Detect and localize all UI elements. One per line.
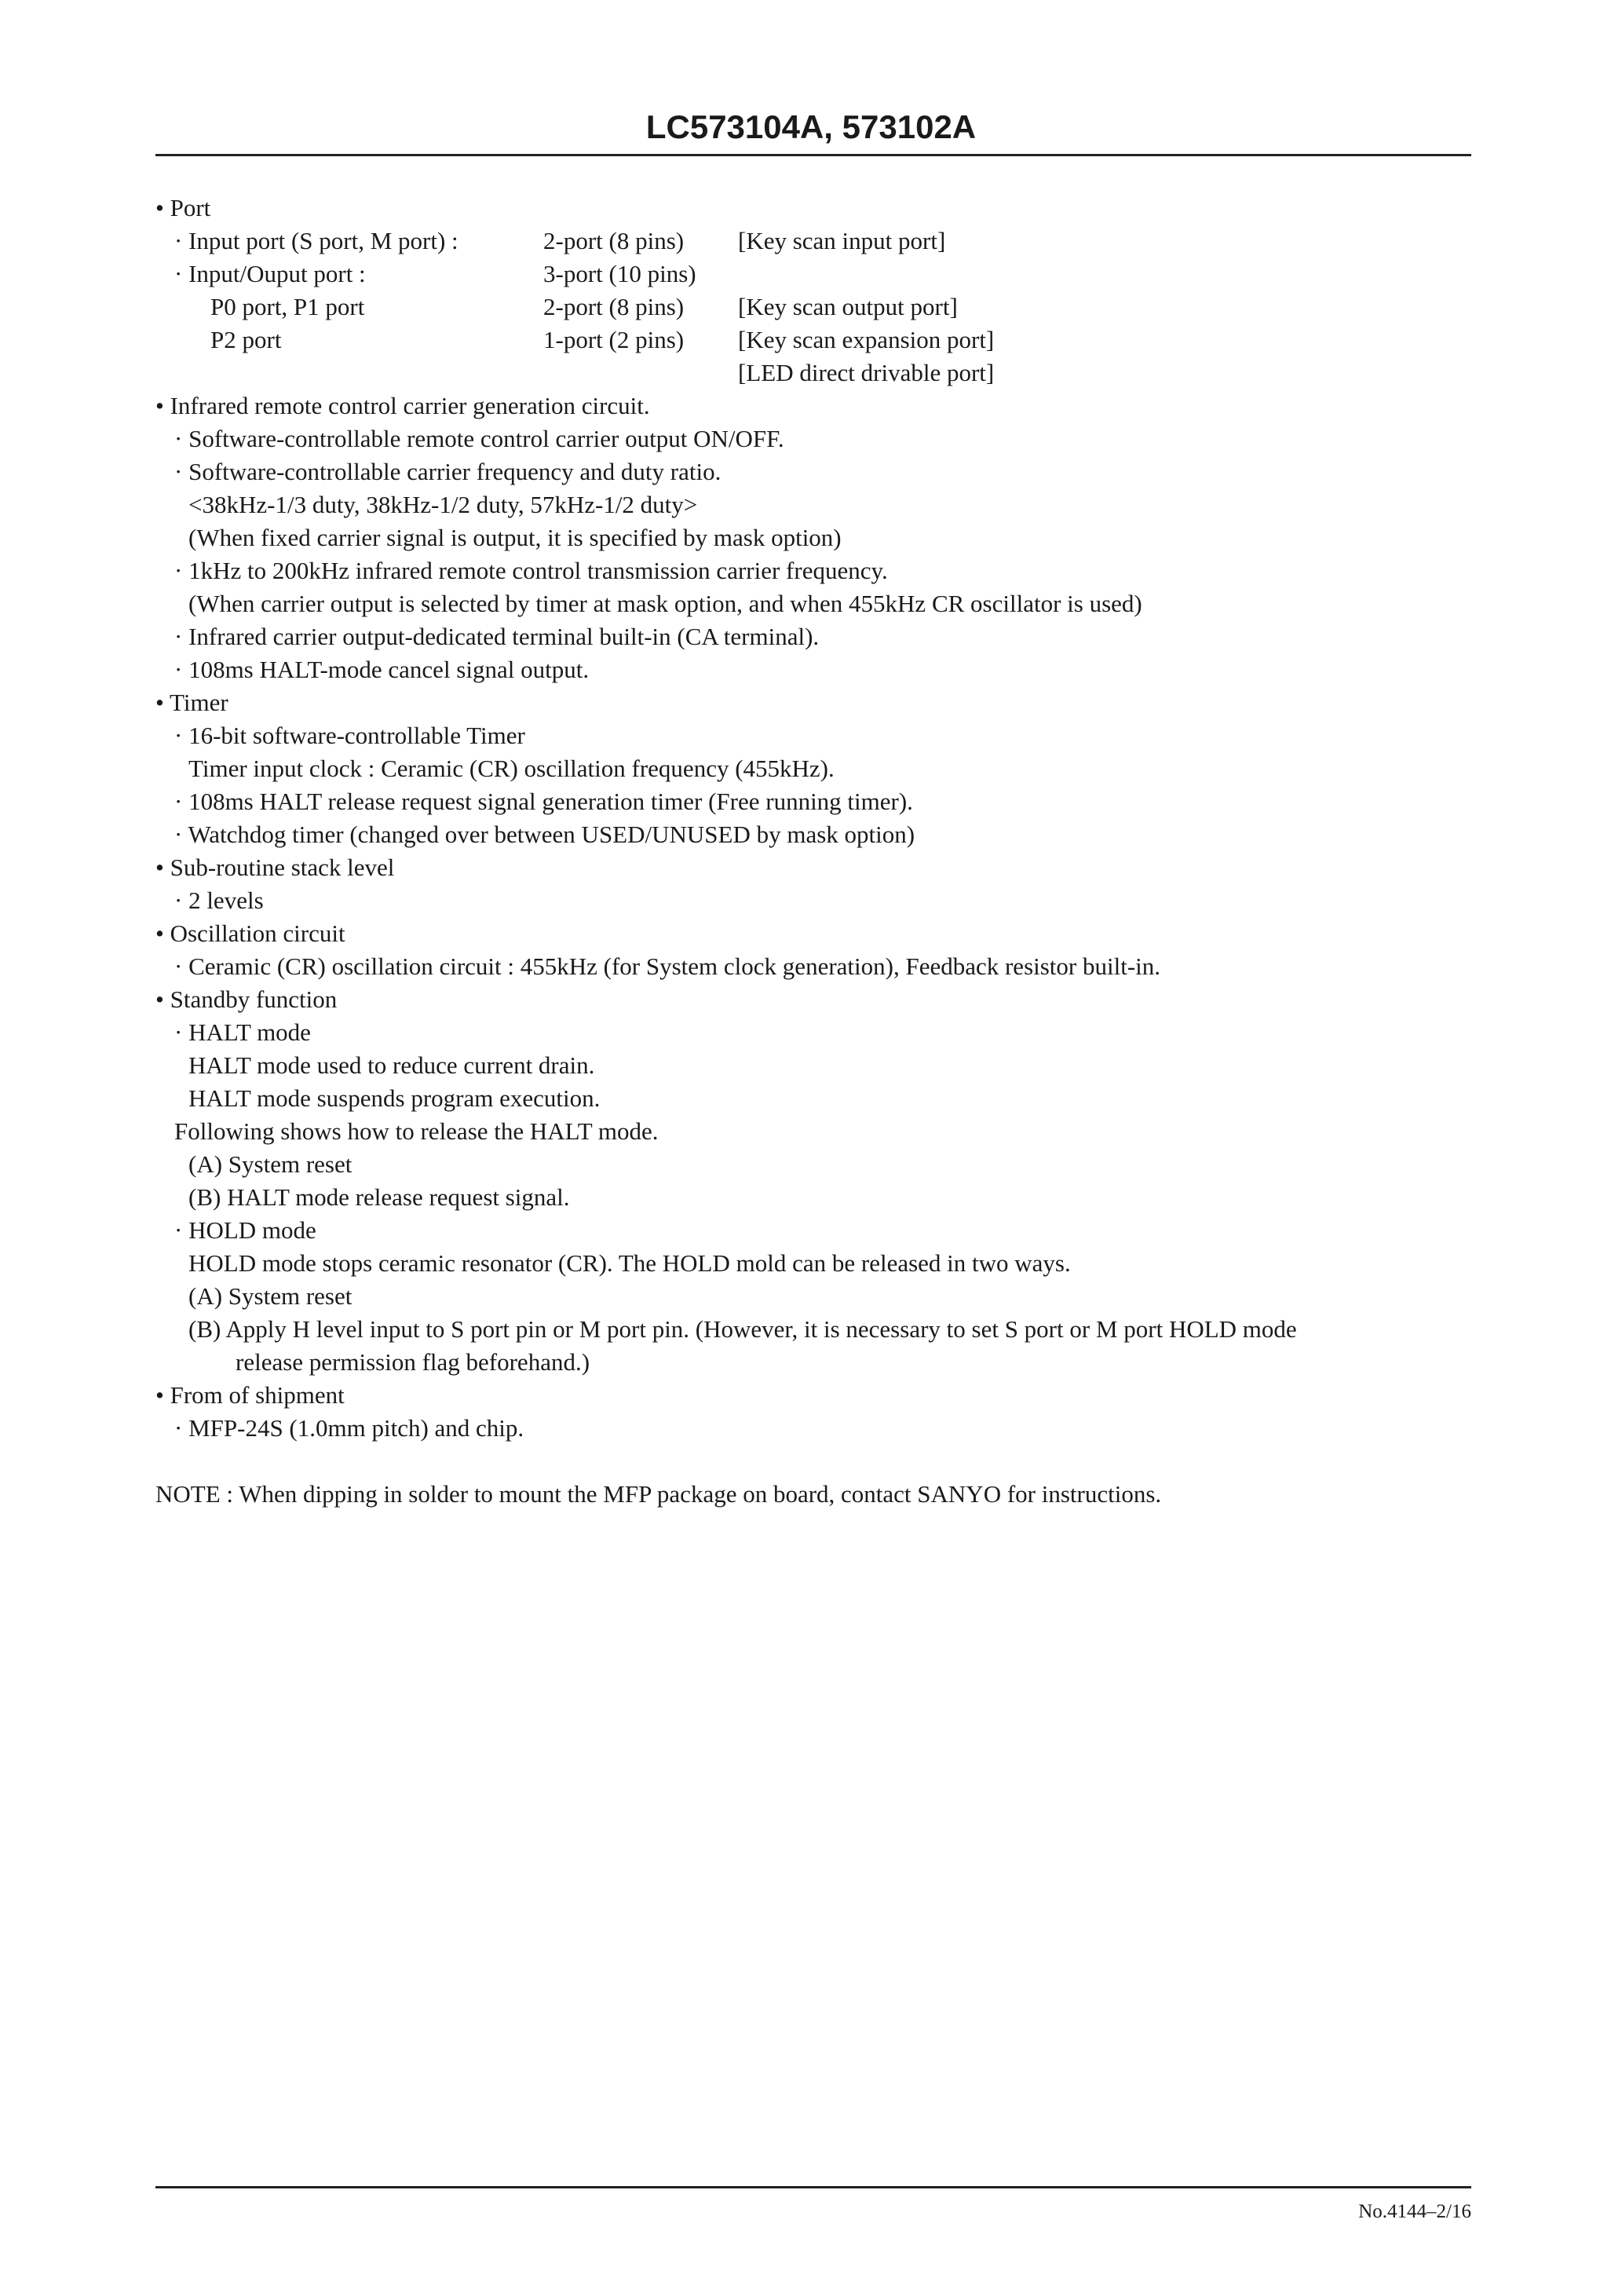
timer-line: · 108ms HALT release request signal generation timer (Free running timer). [174,788,913,815]
infrared-line: · Software-controllable carrier frequency and duty ratio. [174,458,721,485]
infrared-line: <38kHz-1/3 duty, 38kHz-1/2 duty, 57kHz-1/2 duty> [188,491,698,518]
page-number: No.4144–2/16 [1358,2201,1471,2222]
port-row-label: · Input port (S port, M port) : [174,227,458,254]
halt-release-option: (B) HALT mode release request signal. [188,1183,570,1211]
page-title: LC573104A, 573102A [645,108,977,145]
halt-mode-desc: HALT mode suspends program execution. [188,1084,601,1112]
port-row-label: P0 port, P1 port [210,293,365,320]
hold-mode-title: · HOLD mode [174,1216,316,1244]
infrared-heading: • Infrared remote control carrier generation circuit. [155,392,650,419]
infrared-line: · Software-controllable remote control carrier output ON/OFF. [174,425,784,452]
port-row-note: [LED direct drivable port] [738,359,995,386]
hold-release-option-cont: release permission flag beforehand.) [236,1348,590,1376]
halt-release-option: (A) System reset [188,1150,353,1178]
port-row-note: [Key scan output port] [738,293,958,320]
stack-heading: • Sub-routine stack level [155,854,395,881]
port-row-count: 1-port (2 pins) [543,326,685,353]
port-heading: • Port [155,194,211,221]
port-row-label: · Input/Ouput port : [174,260,366,287]
port-row-note: [Key scan expansion port] [738,326,995,353]
footer-rule [155,2186,1471,2188]
port-row-count: 2-port (8 pins) [543,227,685,254]
timer-line: · 16-bit software-controllable Timer [174,722,525,749]
infrared-line: · 1kHz to 200kHz infrared remote control transmission carrier frequency. [174,557,888,584]
port-row-note: [Key scan input port] [738,227,946,254]
oscillation-heading: • Oscillation circuit [155,919,345,947]
feature-list [155,192,1474,1511]
header-rule [155,154,1471,156]
infrared-line: · 108ms HALT-mode cancel signal output. [174,656,590,683]
hold-release-option: (A) System reset [188,1282,353,1310]
port-row-count: 3-port (10 pins) [543,260,696,287]
halt-mode-desc: HALT mode used to reduce current drain. [188,1051,595,1079]
timer-line: Timer input clock : Ceramic (CR) oscillation frequency (455kHz). [188,755,835,782]
oscillation-line: · Ceramic (CR) oscillation circuit : 455kHz (for System clock generation), Feedback resistor built-in. [174,952,1161,980]
standby-heading: • Standby function [155,985,338,1013]
infrared-line: (When fixed carrier signal is output, it is specified by mask option) [188,524,842,551]
hold-mode-desc: HOLD mode stops ceramic resonator (CR). The HOLD mold can be released in two ways. [188,1249,1071,1277]
timer-line: · Watchdog timer (changed over between USED/UNUSED by mask option) [174,821,915,848]
halt-release-intro: Following shows how to release the HALT mode. [174,1117,659,1145]
timer-heading: • Timer [155,689,228,716]
port-row [155,324,1474,356]
port-row-label: P2 port [210,326,282,353]
infrared-line: (When carrier output is selected by timer at mask option, and when 455kHz CR oscillator is used) [188,590,1142,617]
port-row [155,258,1474,291]
port-row-count: 2-port (8 pins) [543,293,685,320]
infrared-line: · Infrared carrier output-dedicated terminal built-in (CA terminal). [174,623,820,650]
stack-line: · 2 levels [174,887,264,914]
halt-mode-title: · HALT mode [174,1018,311,1046]
shipment-line: · MFP-24S (1.0mm pitch) and chip. [174,1414,524,1442]
port-row [155,225,1474,258]
hold-release-option: (B) Apply H level input to S port pin or M port pin. (However, it is necessary to set S port or M port HOLD mode [188,1315,1297,1343]
shipment-heading: • From of shipment [155,1381,345,1409]
solder-note: NOTE : When dipping in solder to mount the MFP package on board, contact SANYO for instructions. [155,1480,1162,1508]
port-row [155,291,1474,324]
port-row [155,356,1474,389]
